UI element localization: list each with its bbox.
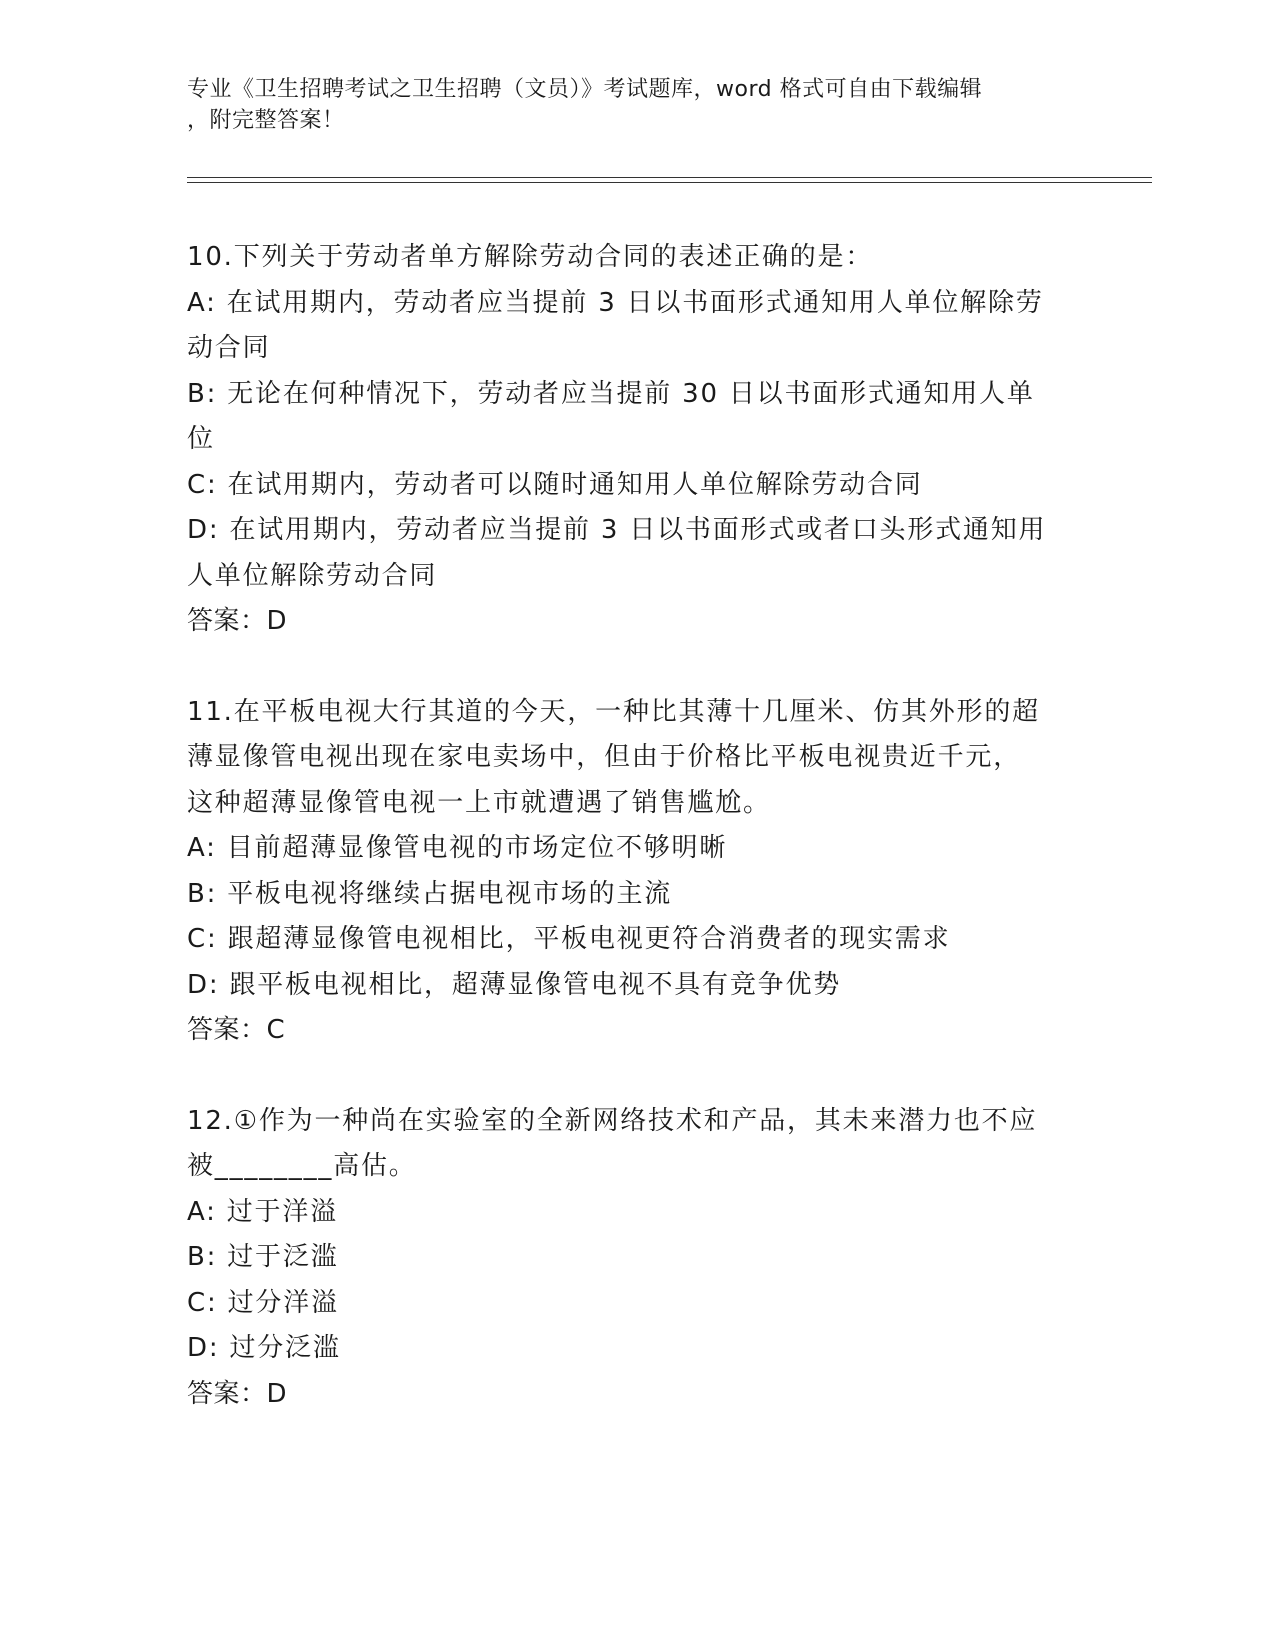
answer-key: 答案：C: [187, 1015, 286, 1045]
answer-option-line: B: 过于泛滥: [187, 1242, 339, 1272]
answer-option-line: B: 平板电视将继续占据电视市场的主流: [187, 878, 673, 909]
answer-option-line: A: 目前超薄显像管电视的市场定位不够明晰: [187, 833, 728, 863]
answer-option-line: 位: [187, 424, 215, 454]
document-header: [187, 74, 1067, 136]
answer-option-line: C: 跟超薄显像管电视相比，平板电视更符合消费者的现实需求: [187, 924, 951, 954]
answer-option-line: A: 过于洋溢: [187, 1196, 338, 1227]
answer-key: 答案：D: [187, 606, 288, 636]
question-list: [187, 235, 1087, 1417]
question-block: [187, 1099, 1087, 1418]
answer-option-line: C: 在试用期内，劳动者可以随时通知用人单位解除劳动合同: [187, 469, 923, 500]
question-stem-line: 10.下列关于劳动者单方解除劳动合同的表述正确的是：: [187, 242, 874, 272]
answer-option-line: 人单位解除劳动合同: [187, 560, 438, 591]
question-block: [187, 235, 1087, 645]
answer-option-line: D: 过分泛滥: [187, 1333, 341, 1363]
question-spacer: [187, 1054, 1087, 1099]
header-line-1: 专业《卫生招聘考试之卫生招聘（文员）》考试题库，word 格式可自由下载编辑: [187, 77, 983, 102]
answer-option-line: D: 跟平板电视相比，超薄显像管电视不具有竞争优势: [187, 969, 842, 1000]
question-stem-line: 薄显像管电视出现在家电卖场中，但由于价格比平板电视贵近千元，: [187, 742, 1022, 772]
question-stem-line: 这种超薄显像管电视一上市就遭遇了销售尴尬。: [187, 787, 771, 818]
answer-option-line: A: 在试用期内，劳动者应当提前 3 日以书面形式通知用人单位解除劳: [187, 287, 1044, 318]
header-line-2: ，附完整答案！: [187, 108, 345, 133]
answer-key: 答案：D: [187, 1378, 288, 1409]
answer-option-line: B: 无论在何种情况下，劳动者应当提前 30 日以书面形式通知用人单: [187, 378, 1035, 409]
answer-option-line: C: 过分洋溢: [187, 1287, 339, 1318]
question-spacer: [187, 645, 1087, 690]
header-divider-bottom: [187, 182, 1152, 183]
header-divider-top: [187, 177, 1152, 178]
question-block: [187, 690, 1087, 1054]
answer-option-line: D: 在试用期内，劳动者应当提前 3 日以书面形式或者口头形式通知用: [187, 515, 1047, 545]
question-stem-line: 被________高估。: [187, 1151, 417, 1181]
answer-option-line: 动合同: [187, 333, 271, 363]
question-stem-line: 12.①作为一种尚在实验室的全新网络技术和产品，其未来潜力也不应: [187, 1105, 1038, 1136]
question-stem-line: 11.在平板电视大行其道的今天，一种比其薄十几厘米、仿其外形的超: [187, 696, 1040, 727]
